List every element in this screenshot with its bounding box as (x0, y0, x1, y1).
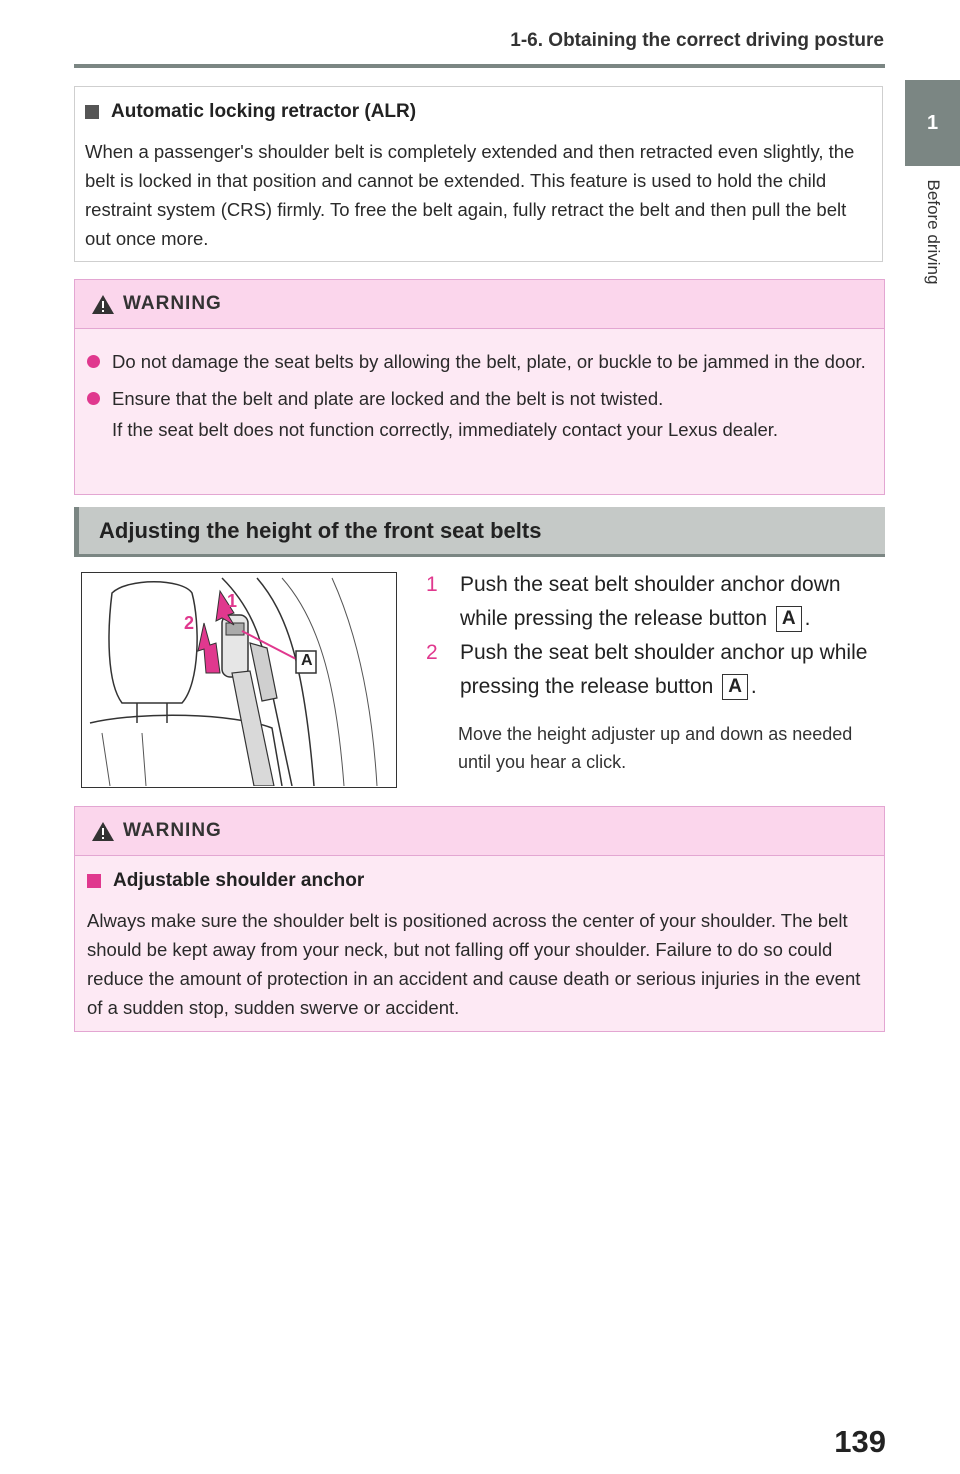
header-rule (74, 64, 885, 68)
warning-title: WARNING (123, 820, 222, 841)
step-text: Push the seat belt shoulder anchor down while pressing the release button (460, 573, 841, 630)
warning-body-text: Always make sure the shoulder belt is positioned across the center of your shoulder. The belt should be kept away from your neck, but not falling off your shoulder. Failure to do so could reduce the amount of protection in an accident and cause death or serious injuries in the event of a sudden stop, sudden swerve or accident. (87, 910, 861, 1018)
step-end: . (750, 675, 757, 698)
warning-item-text: Do not damage the seat belts by allowing the belt, plate, or buckle to be jammed in the door. (112, 351, 866, 372)
warning-title: WARNING (123, 293, 222, 314)
alr-heading-text: Automatic locking retractor (ALR) (111, 101, 417, 122)
step-end: . (804, 607, 811, 630)
step-item (424, 568, 886, 636)
button-ref-label: A (776, 606, 802, 632)
section-heading: Adjusting the height of the front seat belts (74, 507, 885, 557)
warning-triangle-icon (91, 294, 115, 315)
square-bullet-icon (85, 105, 99, 119)
warning-item-text: Ensure that the belt and plate are locked and the belt is not twisted. (112, 388, 664, 409)
warning-box-2 (74, 806, 885, 1032)
seat-belt-illustration (81, 572, 397, 788)
warning-body (75, 329, 884, 444)
step-number: 2 (426, 641, 438, 664)
callout-a-label: A (301, 652, 313, 669)
alr-info-box (74, 86, 883, 262)
warning-header (75, 807, 884, 856)
step-note: Move the height adjuster up and down as needed until you hear a click. (458, 724, 853, 772)
warning-box-1 (74, 279, 885, 495)
chapter-tab: 1 (905, 80, 960, 166)
warning-item (87, 347, 870, 376)
callout-2-label: 2 (184, 613, 195, 633)
button-ref-label: A (722, 674, 748, 700)
warning-subheading-text: Adjustable shoulder anchor (113, 870, 365, 891)
chapter-label: Before driving (924, 179, 943, 285)
bullet-dot-icon (87, 355, 100, 368)
warning-item (87, 384, 870, 413)
page-header-title: 1-6. Obtaining the correct driving posture (510, 30, 884, 51)
bullet-dot-icon (87, 392, 100, 405)
step-list (424, 568, 886, 776)
warning-subheading (87, 870, 870, 892)
warning-header (75, 280, 884, 329)
warning-sub-text: If the seat belt does not function correctly, immediately contact your Lexus dealer. (112, 419, 779, 440)
step-item (424, 636, 886, 704)
seat-belt-drawing (82, 573, 395, 786)
step-text-wrap (460, 636, 886, 704)
callout-1-label: 1 (227, 591, 238, 611)
square-bullet-icon (87, 874, 101, 888)
step-text: Push the seat belt shoulder anchor up while pressing the release button (460, 641, 868, 698)
warning-triangle-icon (91, 821, 115, 842)
alr-body: When a passenger's shoulder belt is completely extended and then retracted even slightly, the belt is locked in that position and cannot be extended. This feature is used to hold the child restraint system (CRS) firmly. To free the belt again, fully retract the belt and then pull the belt out once more. (85, 141, 855, 249)
warning-body (75, 856, 884, 1022)
page-number: 139 (834, 1424, 886, 1459)
step-text-wrap (460, 568, 886, 636)
alr-heading (85, 101, 870, 123)
step-number: 1 (426, 573, 438, 596)
